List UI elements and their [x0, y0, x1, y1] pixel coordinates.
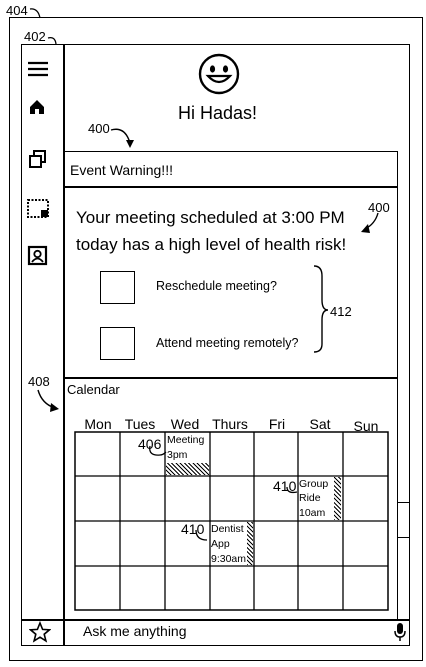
dentist-event[interactable] — [210, 522, 254, 566]
contact-icon[interactable] — [26, 245, 52, 271]
day-sun: Sun — [353, 418, 379, 434]
ref-412: 412 — [330, 304, 352, 319]
day-fri: Fri — [268, 416, 286, 432]
warning-message-line1: Your meeting scheduled at 3:00 PM — [76, 208, 345, 227]
ref-404: 404 — [6, 3, 28, 18]
greeting-text: Hi Hadas! — [178, 103, 258, 123]
reschedule-checkbox[interactable] — [100, 271, 135, 304]
ref-400-top: 400 — [88, 121, 110, 136]
ref-400-side: 400 — [368, 200, 390, 215]
meeting-event-line2: 3pm — [167, 449, 188, 461]
day-sat: Sat — [309, 416, 331, 432]
ref-402: 402 — [24, 29, 46, 44]
group-ride-event[interactable] — [298, 477, 342, 521]
day-thurs: Thurs — [212, 416, 248, 432]
avatar-smiley-icon[interactable] — [197, 52, 241, 96]
warning-title: Event Warning!!! — [70, 162, 173, 178]
search-bar-split — [63, 619, 65, 646]
day-tues: Tues — [124, 416, 156, 432]
ref-410-dentist: 410 — [181, 521, 205, 537]
attend-remotely-label: Attend meeting remotely? — [156, 336, 299, 350]
warning-message-line2: today has a high level of health risk! — [76, 235, 347, 254]
ride-event-line2: Ride — [299, 492, 321, 504]
dentist-event-line2: App — [211, 538, 230, 550]
meeting-event-line1: Meeting — [167, 434, 205, 446]
ride-event-line3: 10am — [299, 507, 326, 519]
copy-icon[interactable] — [26, 148, 52, 174]
home-icon[interactable] — [26, 96, 52, 122]
attend-remotely-checkbox[interactable] — [100, 327, 135, 360]
search-input[interactable]: Ask me anything — [83, 623, 187, 639]
calendar-title: Calendar — [67, 382, 120, 397]
ref-408: 408 — [28, 374, 50, 389]
menu-icon[interactable] — [26, 58, 52, 84]
ref-406: 406 — [138, 436, 162, 452]
scrollbar-track[interactable] — [397, 151, 409, 620]
day-wed: Wed — [170, 416, 200, 432]
star-icon[interactable] — [29, 621, 51, 643]
search-bar-divider — [21, 619, 410, 621]
warning-divider — [63, 186, 398, 188]
reschedule-label: Reschedule meeting? — [156, 279, 277, 293]
calendar-divider — [63, 377, 398, 379]
dentist-event-line3: 9:30am — [211, 553, 247, 565]
gallery-icon[interactable] — [26, 198, 52, 224]
ride-event-line1: Group — [299, 478, 329, 490]
day-mon: Mon — [84, 416, 112, 432]
dentist-event-line1: Dentist — [211, 523, 244, 535]
meeting-event[interactable] — [166, 432, 210, 476]
scrollbar-thumb[interactable] — [397, 502, 409, 538]
ref-410-ride: 410 — [273, 478, 297, 494]
microphone-icon[interactable] — [393, 621, 407, 643]
